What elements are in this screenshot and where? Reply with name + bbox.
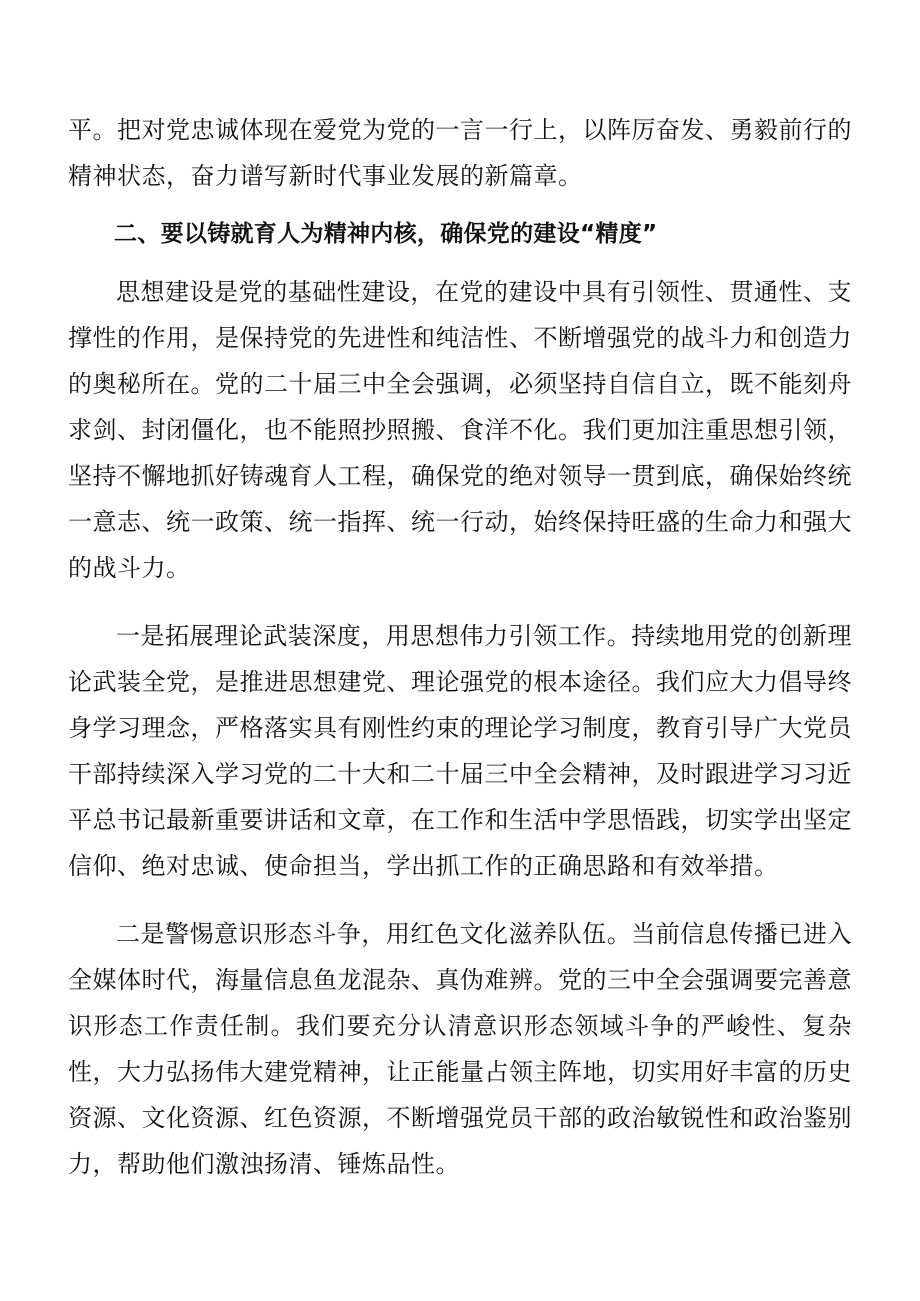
paragraph-ideological-building: 思想建设是党的基础性建设，在党的建设中具有引领性、贯通性、支撑性的作用，是保持党的先进性和纯洁性、不断增强党的战斗力和创造力的奥秘所在。党的二十届三中全会强调，必须坚持自信自立，既不能刻舟求剑、封闭僵化，也不能照抄照搬、食洋不化。我们更加注重思想引领，坚持不懈地抓好铸魂育人工程，确保党的绝对领导一贯到底，确保始终统一意志、统一政策、统一指挥、统一行动，始终保持旺盛的生命力和强大的战斗力。 <box>68 278 852 582</box>
paragraph-ideology-struggle: 二是警惕意识形态斗争，用红色文化滋养队伍。当前信息传播已进入全媒体时代，海量信息鱼龙混杂、真伪难辨。党的三中全会强调要完善意识形态工作责任制。我们要充分认清意识形态领域斗争的严峻性、复杂性，大力弘扬伟大建党精神，让正能量占领主阵地，切实用好丰富的历史资源、文化资源、红色资源，不断增强党员干部的政治敏锐性和政治鉴别力，帮助他们激浊扬清、锤炼品性。 <box>68 920 852 1178</box>
paragraph-theory-armament: 一是拓展理论武装深度，用思想伟力引领工作。持续地用党的创新理论武装全党，是推进思想建党、理论强党的根本途径。我们应大力倡导终身学习理念，严格落实具有刚性约束的理论学习制度，教育引导广大党员干部持续深入学习党的二十大和二十届三中全会精神，及时跟进学习习近平总书记最新重要讲话和文章，在工作和生活中学思悟践，切实学出坚定信仰、绝对忠诚、使命担当，学出抓工作的正确思路和有效举措。 <box>68 622 852 880</box>
paragraph-continued: 平。把对党忠诚体现在爱党为党的一言一行上，以阵厉奋发、勇毅前行的精神状态，奋力谱写新时代事业发展的新篇章。 <box>68 116 852 190</box>
section-heading: 二、要以铸就育人为精神内核，确保党的建设“精度” <box>114 221 658 247</box>
